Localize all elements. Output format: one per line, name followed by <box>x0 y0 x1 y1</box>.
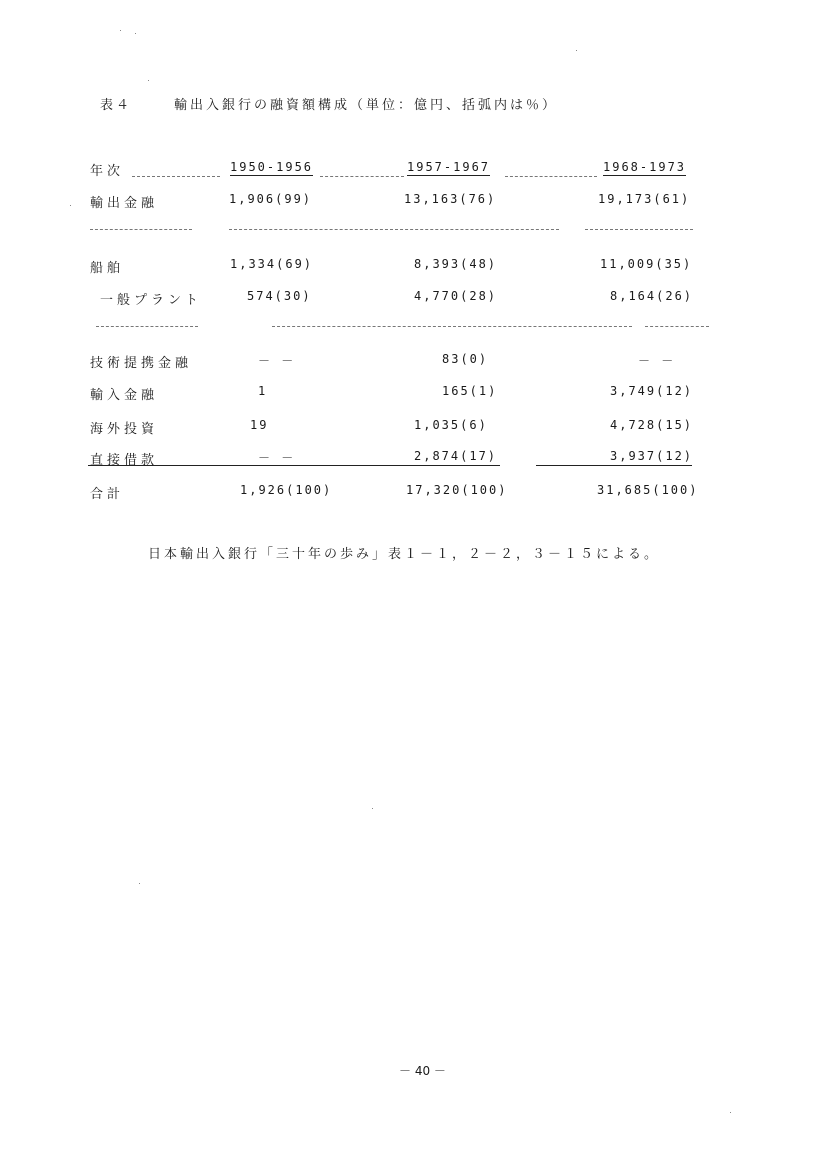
row-label: 直接借款 <box>90 453 159 468</box>
row-label: 合計 <box>90 487 125 502</box>
row-value: 1 <box>258 384 268 398</box>
header-period-2: 1957-1967 <box>407 160 491 174</box>
table-number: 表４ <box>100 98 133 113</box>
header-label: 年次 <box>90 164 125 179</box>
scan-speck <box>148 80 149 81</box>
separator-line <box>272 326 632 327</box>
row-value: 1,035(6) <box>414 418 488 432</box>
page-number: － 40 － <box>399 1064 446 1078</box>
row-value: 83(0) <box>442 352 489 366</box>
row-label: 一般プラント <box>100 293 203 308</box>
header-underline-mid <box>320 176 404 177</box>
scan-speck <box>576 50 577 51</box>
row-value: 1,926(100) <box>240 483 333 497</box>
table-title: 輸出入銀行の融資額構成（単位：億円、括弧内は％） <box>174 98 559 113</box>
separator-line <box>90 229 192 230</box>
row-value: 3,937(12) <box>610 449 694 463</box>
row-value: 11,009(35) <box>600 257 693 271</box>
total-rule <box>88 465 500 466</box>
row-value: 31,685(100) <box>597 483 699 497</box>
scan-speck <box>372 808 373 809</box>
separator-line <box>229 229 559 230</box>
scan-speck <box>730 1112 731 1113</box>
row-value: － － <box>258 451 296 465</box>
row-value: 1,906(99) <box>229 192 313 206</box>
row-label: 海外投資 <box>90 422 159 437</box>
header-underline-right <box>505 176 597 177</box>
row-value: － － <box>638 354 676 368</box>
separator-line <box>585 229 693 230</box>
separator-line <box>645 326 709 327</box>
scan-speck <box>135 33 136 34</box>
source-note: 日本輸出入銀行「三十年の歩み」表１－１，２－２，３－１５による。 <box>148 547 661 562</box>
separator-line <box>96 326 198 327</box>
row-label: 技術提携金融 <box>90 356 193 371</box>
header-period-3: 1968-1973 <box>603 160 687 174</box>
row-value: 8,393(48) <box>414 257 498 271</box>
scan-speck <box>139 883 140 884</box>
header-period-1: 1950-1956 <box>230 160 314 174</box>
row-value: 165(1) <box>442 384 498 398</box>
scan-speck <box>70 205 71 206</box>
row-value: 2,874(17) <box>414 449 498 463</box>
row-value: 8,164(26) <box>610 289 694 303</box>
row-value: 4,728(15) <box>610 418 694 432</box>
row-value: 574(30) <box>247 289 312 303</box>
scan-speck <box>120 30 121 31</box>
row-label: 船舶 <box>90 261 125 276</box>
header-underline-left <box>132 176 220 177</box>
row-value: － － <box>258 354 296 368</box>
row-value: 3,749(12) <box>610 384 694 398</box>
row-value: 1,334(69) <box>230 257 314 271</box>
total-rule <box>536 465 692 466</box>
row-value: 17,320(100) <box>406 483 508 497</box>
row-value: 13,163(76) <box>404 192 497 206</box>
row-value: 19,173(61) <box>598 192 691 206</box>
row-label: 輸出金融 <box>90 196 159 211</box>
row-value: 4,770(28) <box>414 289 498 303</box>
row-value: 19 <box>250 418 269 432</box>
row-label: 輸入金融 <box>90 388 159 403</box>
